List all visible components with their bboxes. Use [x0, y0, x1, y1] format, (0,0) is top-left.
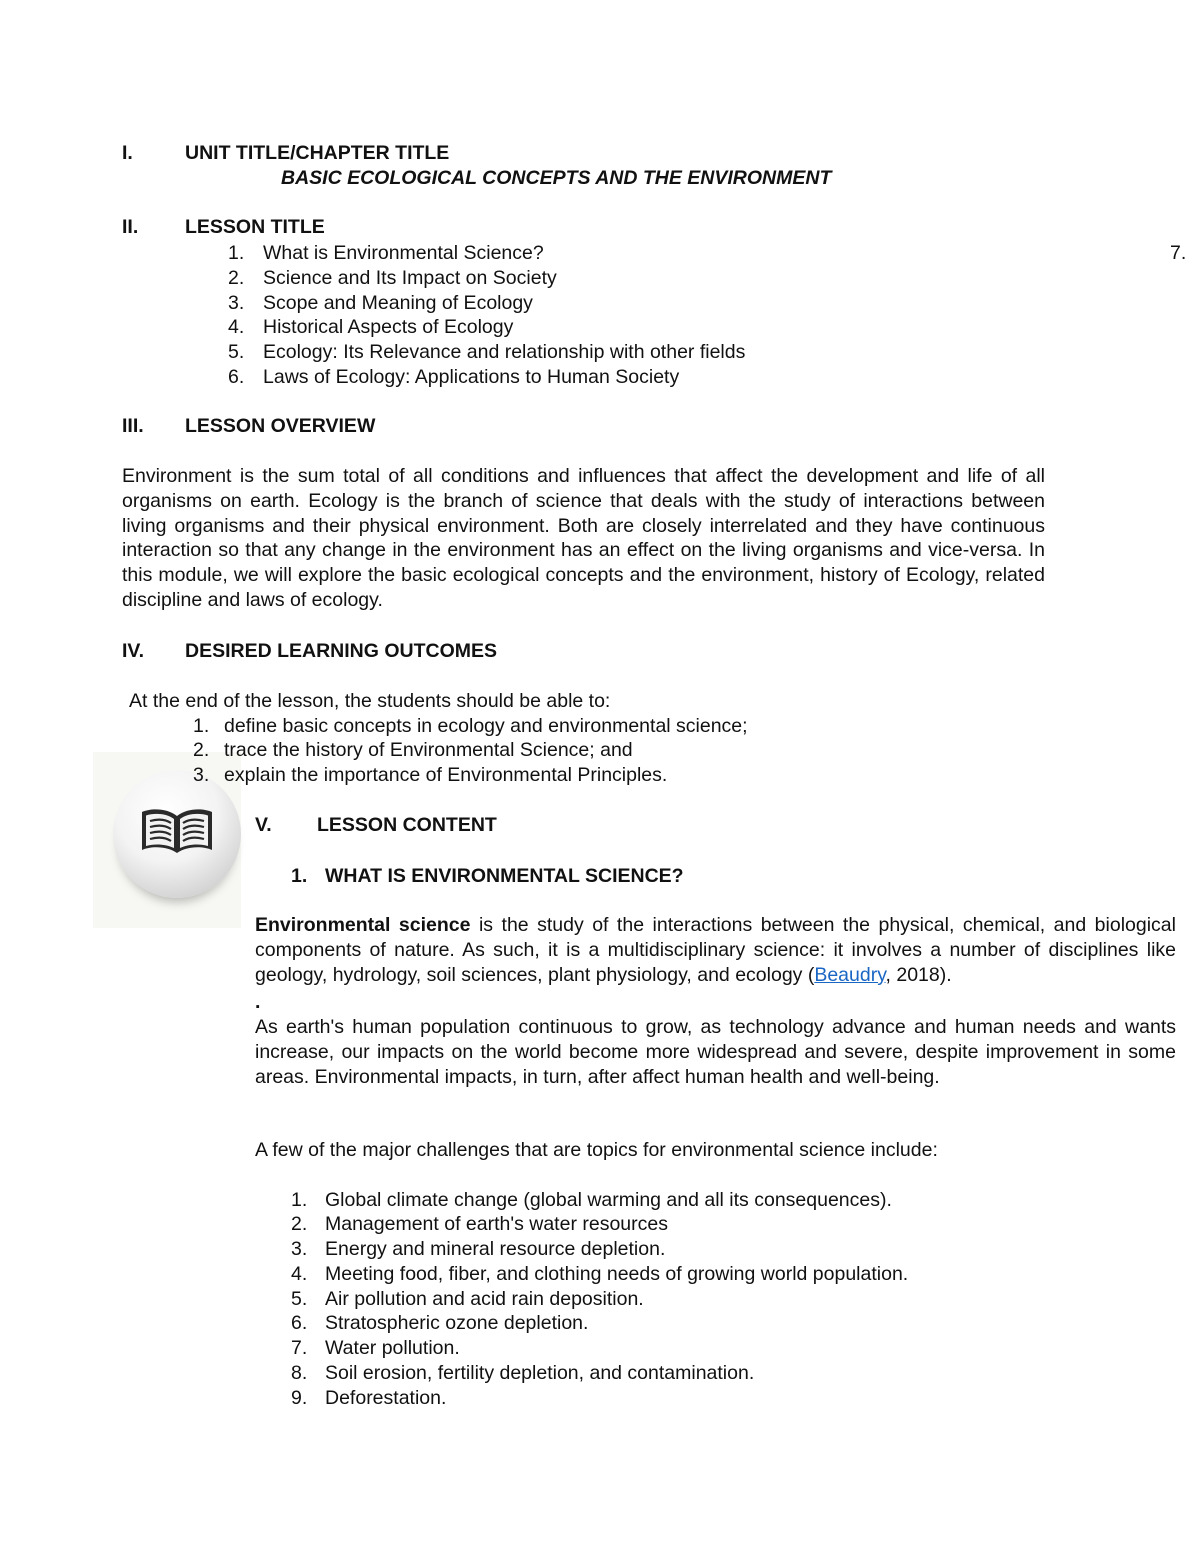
lesson-title-item: Historical Aspects of Ecology — [263, 316, 514, 338]
lesson-title-item: Science and Its Impact on Society — [263, 267, 557, 289]
challenge-item: Meeting food, fiber, and clothing needs of growing world population. — [325, 1263, 909, 1285]
citation-link[interactable]: Beaudry — [814, 963, 886, 986]
list-item-number: 5. — [291, 1288, 308, 1310]
list-item-number: 3. — [228, 292, 245, 314]
challenge-item: Stratospheric ozone depletion. — [325, 1312, 589, 1334]
list-item-number: 2. — [193, 739, 210, 761]
list-item-number: 6. — [291, 1312, 308, 1334]
subsection-heading: WHAT IS ENVIRONMENTAL SCIENCE? — [325, 865, 684, 887]
challenge-item: Deforestation. — [325, 1387, 447, 1409]
overview-paragraph: Environment is the sum total of all conditions and influences that affect the development and life of all organisms on earth. Ecology is the branch of science that deals with the study of interactions between living organisms and their physical environment. Both are closely interrelated and they have continuous interaction so that any change in the environment has an effect on the living organisms and vice-versa. In this module, we will explore the basic ecological concepts and the environment, history of Ecology, related discipline and laws of ecology. — [122, 465, 1045, 611]
section-5-numeral: V. — [255, 814, 272, 836]
lesson-title-item: What is Environmental Science? — [263, 242, 544, 264]
outcome-item: explain the importance of Environmental Principles. — [224, 764, 668, 786]
definition-paragraph — [255, 913, 1176, 987]
impact-paragraph: As earth's human population continuous to grow, as technology advance and human needs and wants increase, our impacts on the world become more widespread and severe, despite improvement in some areas. Environmental impacts, in turn, after affect human health and well-being. — [255, 1016, 1176, 1088]
list-item-number: 8. — [291, 1362, 308, 1384]
outcome-item: define basic concepts in ecology and environmental science; — [224, 715, 748, 737]
list-item-number: 3. — [291, 1238, 308, 1260]
list-item-number: 1. — [228, 242, 245, 264]
challenge-item: Water pollution. — [325, 1337, 460, 1359]
list-item-number: 7. — [291, 1337, 308, 1359]
challenge-item: Soil erosion, fertility depletion, and contamination. — [325, 1362, 755, 1384]
challenges-intro: A few of the major challenges that are topics for environmental science include: — [255, 1139, 938, 1161]
outcome-item: trace the history of Environmental Science; and — [224, 739, 633, 761]
open-book-icon — [139, 806, 215, 858]
list-item-number: 1. — [291, 1189, 308, 1211]
stray-dot: . — [255, 991, 261, 1013]
section-4-numeral: IV. — [122, 640, 145, 662]
unit-subtitle: BASIC ECOLOGICAL CONCEPTS AND THE ENVIRONMENT — [281, 167, 832, 189]
book-orb — [113, 770, 241, 898]
subsection-number: 1. — [291, 865, 308, 887]
definition-text: is the study of the interactions between the physical, chemical, and biological components of nature. As such, it is a multidisciplinary science: it involves a number of disciplines like geology, hydrology, soil sciences, plant physiology, and ecology ( — [255, 914, 1176, 986]
list-item-number: 6. — [228, 366, 245, 388]
list-item-number: 9. — [291, 1387, 308, 1409]
section-4-heading: DESIRED LEARNING OUTCOMES — [185, 640, 498, 662]
lesson-title-item: Laws of Ecology: Applications to Human Society — [263, 366, 680, 388]
section-2-numeral: II. — [122, 216, 139, 238]
outcomes-intro: At the end of the lesson, the students should be able to: — [129, 690, 611, 712]
stray-list-number: 7. — [1170, 242, 1187, 264]
list-item-number: 2. — [228, 267, 245, 289]
list-item-number: 5. — [228, 341, 245, 363]
lesson-title-item: Ecology: Its Relevance and relationship with other fields — [263, 341, 746, 363]
section-3-numeral: III. — [122, 415, 144, 437]
section-1-heading: UNIT TITLE/CHAPTER TITLE — [185, 142, 450, 164]
section-1-numeral: I. — [122, 142, 133, 164]
list-item-number: 4. — [228, 316, 245, 338]
section-5-heading: LESSON CONTENT — [317, 814, 497, 836]
challenge-item: Global climate change (global warming and all its consequences). — [325, 1189, 892, 1211]
term-bold: Environmental science — [255, 914, 471, 936]
list-item-number: 1. — [193, 715, 210, 737]
list-item-number: 4. — [291, 1263, 308, 1285]
section-3-heading: LESSON OVERVIEW — [185, 415, 376, 437]
list-item-number: 2. — [291, 1213, 308, 1235]
citation-end: , 2018). — [885, 963, 952, 986]
challenge-item: Energy and mineral resource depletion. — [325, 1238, 666, 1260]
challenge-item: Air pollution and acid rain deposition. — [325, 1288, 644, 1310]
lesson-title-item: Scope and Meaning of Ecology — [263, 292, 533, 314]
challenge-item: Management of earth's water resources — [325, 1213, 668, 1235]
section-2-heading: LESSON TITLE — [185, 216, 325, 238]
list-item-number: 3. — [193, 764, 210, 786]
